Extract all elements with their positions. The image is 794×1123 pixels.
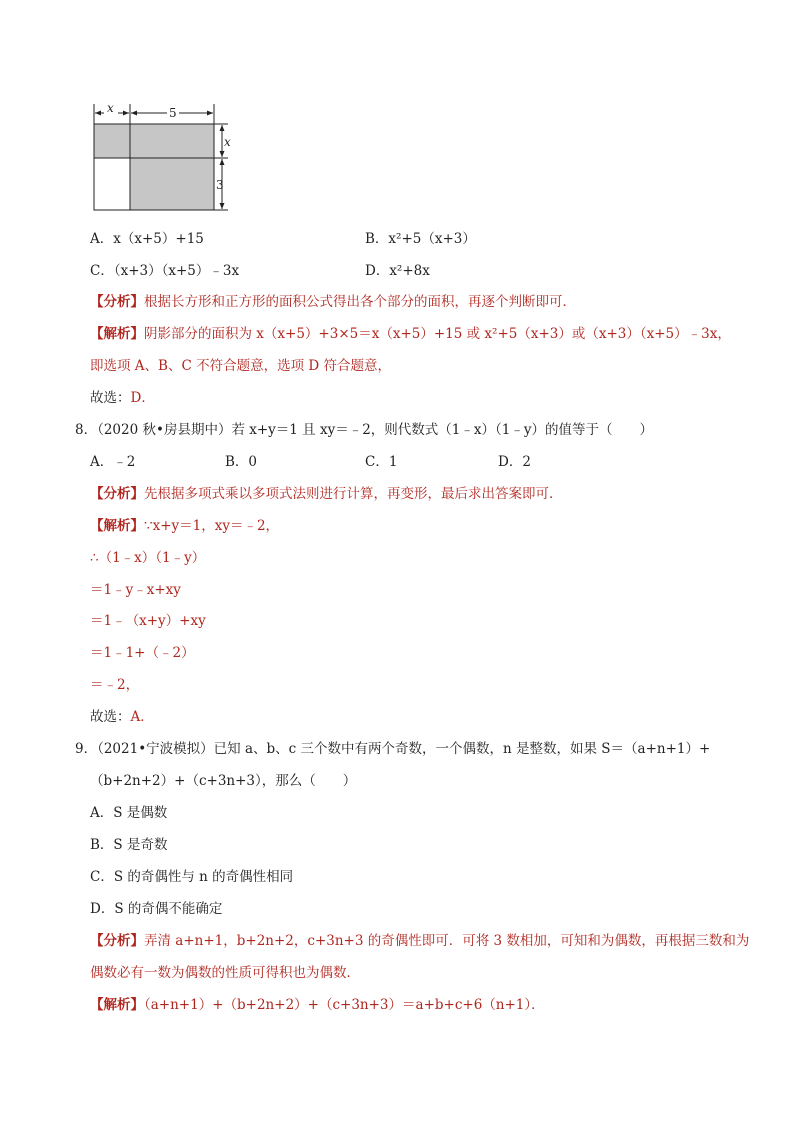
q7-analysis [90, 293, 576, 311]
q8-stem: 8．（2020 秋•房县期中）若 x+y＝1 且 xy＝﹣2，则代数式（1﹣x）（1﹣y）的值等于（ ） [75, 422, 653, 438]
q7-solution-line-1 [90, 325, 731, 343]
q8-option-d: D．2 [498, 454, 531, 470]
q9-solution-line-1 [90, 996, 545, 1014]
q7-option-d: D．x²+8x [365, 263, 430, 279]
analysis-text: 根据长方形和正方形的面积公式得出各个部分的面积，再逐个判断即可． [144, 294, 576, 310]
q7-option-c: C．（x+3）（x+5）﹣3x [90, 263, 240, 279]
shaded-bottom-right [130, 158, 214, 210]
q9-analysis-line-1 [90, 932, 749, 950]
q9-stem-line-2: （b+2n+2）+（c+3n+3），那么（ ） [90, 773, 357, 789]
answer-prefix: 故选： [90, 709, 131, 725]
solution-tag: 【解析】 [90, 518, 144, 534]
solution-tag: 【解析】 [90, 326, 144, 342]
q8-solution-line-6: ＝﹣2， [90, 677, 140, 693]
solution-text: （a+n+1）+（b+2n+2）+（c+3n+3）＝a+b+c+6（n+1）． [144, 997, 545, 1013]
q8-option-b: B．0 [225, 454, 258, 470]
q8-option-a: A．﹣2 [90, 454, 136, 470]
q8-answer [90, 708, 154, 726]
q7-answer [90, 389, 155, 407]
analysis-tag: 【分析】 [90, 486, 144, 502]
q7-solution-line-2: 即选项 A、B、C 不符合题意，选项 D 符合题意， [90, 358, 391, 374]
q7-option-a: A．x（x+5）+15 [90, 231, 204, 247]
answer-value: A． [130, 709, 154, 725]
shaded-top-right [130, 124, 214, 158]
q8-solution-line-4: ＝1﹣（x+y）+xy [90, 613, 206, 629]
analysis-text: 先根据多项式乘以多项式法则进行计算，再变形，最后求出答案即可． [144, 486, 563, 502]
q8-solution-line-3: ＝1﹣y﹣x+xy [90, 582, 181, 598]
q9-option-c: C．S 的奇偶性与 n 的奇偶性相同 [90, 869, 294, 885]
analysis-tag: 【分析】 [90, 294, 144, 310]
solution-text: 阴影部分的面积为 x（x+5）+3×5＝x（x+5）+15 或 x²+5（x+3）或（x+3）（x+5）﹣3x， [144, 326, 731, 342]
q9-option-a: A．S 是偶数 [90, 805, 168, 821]
analysis-tag: 【分析】 [90, 933, 144, 949]
area-figure [86, 100, 236, 220]
solution-text: ∵x+y＝1，xy＝﹣2， [144, 518, 280, 534]
q9-option-b: B．S 是奇数 [90, 837, 168, 853]
analysis-text: 弄清 a+n+1，b+2n+2，c+3n+3 的奇偶性即可．可将 3 数相加，可知和为偶数，再根据三数和为 [144, 933, 750, 949]
label-x-top: x [107, 101, 114, 115]
q9-option-d: D．S 的奇偶不能确定 [90, 901, 223, 917]
q8-option-c: C．1 [365, 454, 398, 470]
q9-analysis-line-2: 偶数必有一数为偶数的性质可得积也为偶数． [90, 965, 360, 981]
q8-solution-line-2: ∴（1﹣x）（1﹣y） [90, 550, 206, 566]
q9-stem-line-1: 9．（2021•宁波模拟）已知 a、b、c 三个数中有两个奇数，一个偶数，n 是整数，如果 S＝（a+n+1）+ [75, 741, 711, 757]
answer-prefix: 故选： [90, 390, 131, 406]
label-3: 3 [216, 178, 224, 192]
q8-solution-line-1 [90, 517, 279, 535]
solution-tag: 【解析】 [90, 997, 144, 1013]
q7-option-b: B．x²+5（x+3） [365, 231, 476, 247]
q8-solution-line-5: ＝1﹣1+（﹣2） [90, 645, 195, 661]
label-5: 5 [169, 106, 177, 120]
answer-value: D． [130, 390, 155, 406]
q8-analysis [90, 485, 563, 503]
shaded-top-left [94, 124, 130, 158]
white-bottom-left [94, 158, 130, 210]
label-x-side: x [224, 135, 231, 149]
